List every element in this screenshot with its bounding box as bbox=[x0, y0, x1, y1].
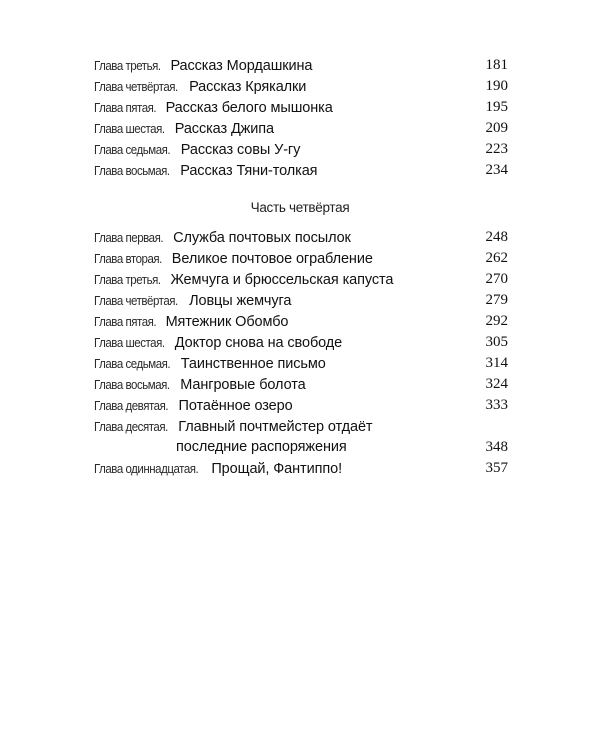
chapter-label: Глава шестая. bbox=[94, 336, 165, 350]
page-number: 270 bbox=[485, 271, 508, 287]
chapter-label: Глава десятая. bbox=[94, 420, 168, 434]
toc-entry[interactable] bbox=[94, 248, 508, 269]
page-number: 279 bbox=[485, 292, 508, 308]
toc-entry[interactable] bbox=[94, 139, 508, 160]
chapter-title: Жемчуга и брюссельская капуста bbox=[170, 272, 394, 288]
page-number: 348 bbox=[485, 439, 508, 455]
chapter-title: Мангровые болота bbox=[180, 377, 306, 393]
chapter-title: Рассказ Крякалки bbox=[189, 79, 307, 95]
chapter-label: Глава пятая. bbox=[94, 101, 157, 115]
chapter-title: Главный почтмейстер отдаёт bbox=[178, 419, 373, 435]
chapter-label: Глава четвёртая. bbox=[94, 80, 178, 94]
chapter-title: Рассказ белого мышонка bbox=[165, 100, 333, 116]
toc-entry[interactable] bbox=[94, 374, 508, 395]
page-number: 292 bbox=[485, 313, 508, 329]
toc-entry[interactable] bbox=[94, 290, 508, 311]
toc-entry[interactable] bbox=[94, 311, 508, 332]
toc-entry[interactable] bbox=[94, 118, 508, 139]
chapter-label: Глава пятая. bbox=[94, 315, 157, 329]
page-number: 314 bbox=[485, 355, 508, 371]
page-number: 357 bbox=[485, 460, 508, 476]
chapter-label: Глава четвёртая. bbox=[94, 294, 178, 308]
page-number: 305 bbox=[485, 334, 508, 350]
chapter-label: Глава первая. bbox=[94, 231, 164, 245]
page-number: 248 bbox=[485, 229, 508, 245]
toc-entry[interactable] bbox=[94, 269, 508, 290]
chapter-title: Служба почтовых посылок bbox=[173, 230, 351, 246]
page-number: 223 bbox=[485, 141, 508, 157]
toc-entry[interactable] bbox=[94, 416, 508, 458]
chapter-title: Прощай, Фантиппо! bbox=[211, 461, 342, 477]
toc-entry[interactable] bbox=[94, 227, 508, 248]
chapter-label: Глава вторая. bbox=[94, 252, 162, 266]
page-number: 195 bbox=[485, 99, 508, 115]
toc-entry[interactable] bbox=[94, 458, 508, 479]
page-number: 209 bbox=[485, 120, 508, 136]
chapter-title: Рассказ Мордашкина bbox=[170, 58, 313, 74]
chapter-label: Глава третья. bbox=[94, 59, 161, 73]
chapter-title: Потаённое озеро bbox=[178, 398, 293, 414]
toc-entry[interactable] bbox=[94, 332, 508, 353]
chapter-title: Мятежник Обомбо bbox=[165, 314, 289, 330]
chapter-label: Глава одиннадцатая. bbox=[94, 462, 199, 476]
page-number: 234 bbox=[485, 162, 508, 178]
chapter-title: Доктор снова на свободе bbox=[174, 335, 343, 351]
chapter-label: Глава восьмая. bbox=[94, 378, 170, 392]
chapter-title-continuation: последние распоряжения bbox=[176, 439, 347, 455]
page-number: 333 bbox=[485, 397, 508, 413]
chapter-title: Рассказ Тяни-толкая bbox=[180, 163, 318, 179]
chapter-title: Великое почтовое ограбление bbox=[171, 251, 373, 267]
chapter-label: Глава седьмая. bbox=[94, 143, 171, 157]
toc-entry[interactable] bbox=[94, 353, 508, 374]
chapter-label: Глава восьмая. bbox=[94, 164, 170, 178]
page-number: 181 bbox=[485, 57, 508, 73]
toc-part-three bbox=[94, 55, 508, 181]
page-number: 324 bbox=[485, 376, 508, 392]
toc-entry[interactable] bbox=[94, 395, 508, 416]
part-heading: Часть четвёртая bbox=[250, 200, 350, 215]
chapter-title: Рассказ совы У-гу bbox=[180, 142, 301, 158]
toc-entry[interactable] bbox=[94, 160, 508, 181]
toc-entry[interactable] bbox=[94, 97, 508, 118]
page-number: 190 bbox=[485, 78, 508, 94]
toc-entry[interactable] bbox=[94, 55, 508, 76]
chapter-label: Глава седьмая. bbox=[94, 357, 171, 371]
chapter-label: Глава шестая. bbox=[94, 122, 165, 136]
chapter-title: Ловцы жемчуга bbox=[189, 293, 292, 309]
toc-part-four bbox=[94, 227, 508, 479]
toc-entry[interactable] bbox=[94, 76, 508, 97]
chapter-label: Глава девятая. bbox=[94, 399, 169, 413]
chapter-title: Рассказ Джипа bbox=[174, 121, 274, 137]
chapter-label: Глава третья. bbox=[94, 273, 161, 287]
chapter-title: Таинственное письмо bbox=[180, 356, 326, 372]
page-number: 262 bbox=[485, 250, 508, 266]
